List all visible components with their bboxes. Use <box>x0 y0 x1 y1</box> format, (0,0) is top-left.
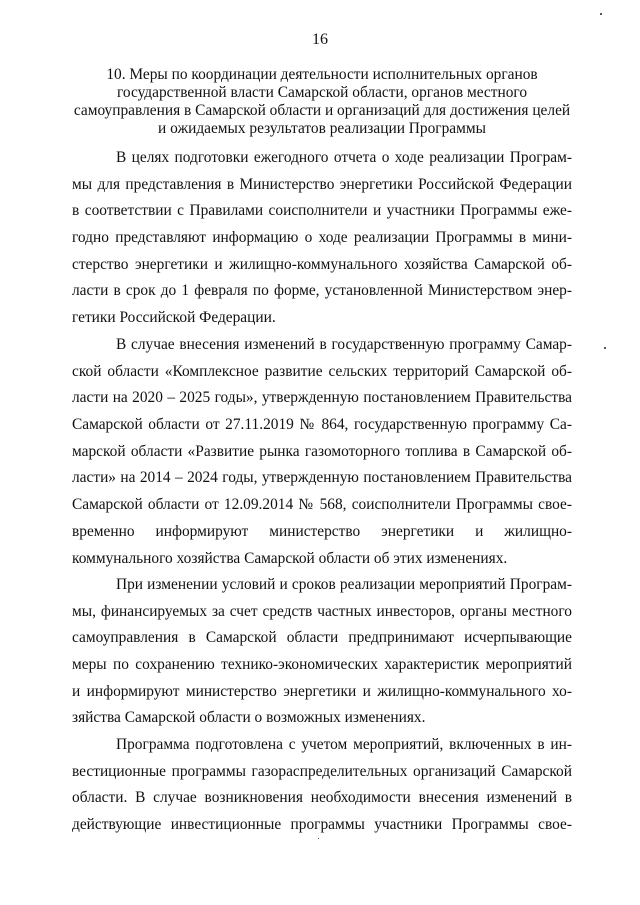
text-line: действующие инвестиционные программы участники Программы свое- <box>72 816 572 834</box>
page-number: 16 <box>312 31 328 48</box>
text-line: марской области «Развитие рынка газомоторного топлива в Самарской об- <box>72 442 572 460</box>
text-line: зяйства Самарской области о возможных изменениях. <box>72 709 426 727</box>
text-line: При изменении условий и сроков реализации мероприятий Програм- <box>116 576 572 593</box>
scan-speck <box>600 13 602 15</box>
section-heading <box>72 66 572 138</box>
text-line: Самарской области от 27.11.2019 № 864, государственную программу Са- <box>72 416 572 434</box>
text-line: ласти на 2020 – 2025 годы», утвержденную постановлением Правительства <box>72 389 572 407</box>
text-line: Программа подготовлена с учетом мероприятий, включенных в ин- <box>116 736 572 753</box>
text-line: мы для представления в Министерство энергетики Российской Федерации <box>72 175 572 193</box>
text-line: в соответствии с Правилами соисполнители и участники Программы еже- <box>72 202 572 220</box>
text-line: вестиционные программы газораспределительных организаций Самарской <box>72 762 572 780</box>
text-line: и информируют министерство энергетики и жилищно-коммунального хо- <box>72 682 572 700</box>
paragraph-private-investors <box>72 572 572 732</box>
text-line: временно информируют министерство энергетики и жилищно- <box>72 522 572 540</box>
text-line: меры по сохранению технико-экономических характеристик мероприятий <box>72 656 572 674</box>
text-line: ласти в срок до 1 февраля по форме, установленной Министерством энер- <box>72 282 572 300</box>
paragraph-annual-report <box>72 145 572 332</box>
heading-line: государственной власти Самарской области, органов местного <box>116 84 528 101</box>
scan-speck <box>318 838 319 839</box>
text-line: ской области «Комплексное развитие сельских территорий Самарской об- <box>72 362 572 380</box>
text-line: Самарской области от 12.09.2014 № 568, соисполнители Программы свое- <box>72 496 572 514</box>
text-line: гетики Российской Федерации. <box>72 309 276 327</box>
text-line: В целях подготовки ежегодного отчета о ходе реализации Програм- <box>116 149 572 166</box>
text-line: ласти» на 2014 – 2024 годы, утвержденную постановлением Правительства <box>72 469 572 487</box>
text-line: самоуправления в Самарской области предпринимают исчерпывающие <box>72 629 572 647</box>
text-line: мы, финансируемых за счет средств частных инвесторов, органы местного <box>72 602 572 620</box>
text-line: стерство энергетики и жилищно-коммунального хозяйства Самарской об- <box>72 255 572 273</box>
text-line: области. В случае возникновения необходимости внесения изменений в <box>72 789 572 807</box>
heading-line: и ожидаемых результатов реализации Программы <box>158 120 486 137</box>
text-line: В случае внесения изменений в государственную программу Самар- <box>116 336 572 353</box>
heading-line: 10. Меры по координации деятельности исполнительных органов <box>106 66 538 83</box>
paragraph-investment-programs <box>72 732 572 839</box>
paragraph-program-changes <box>72 332 572 572</box>
heading-line: самоуправления в Самарской области и организаций для достижения целей <box>73 102 571 119</box>
scan-speck <box>604 347 606 349</box>
text-line: коммунального хозяйства Самарской области об этих изменениях. <box>72 549 508 567</box>
text-line: годно представляют информацию о ходе реализации Программы в мини- <box>72 229 572 247</box>
